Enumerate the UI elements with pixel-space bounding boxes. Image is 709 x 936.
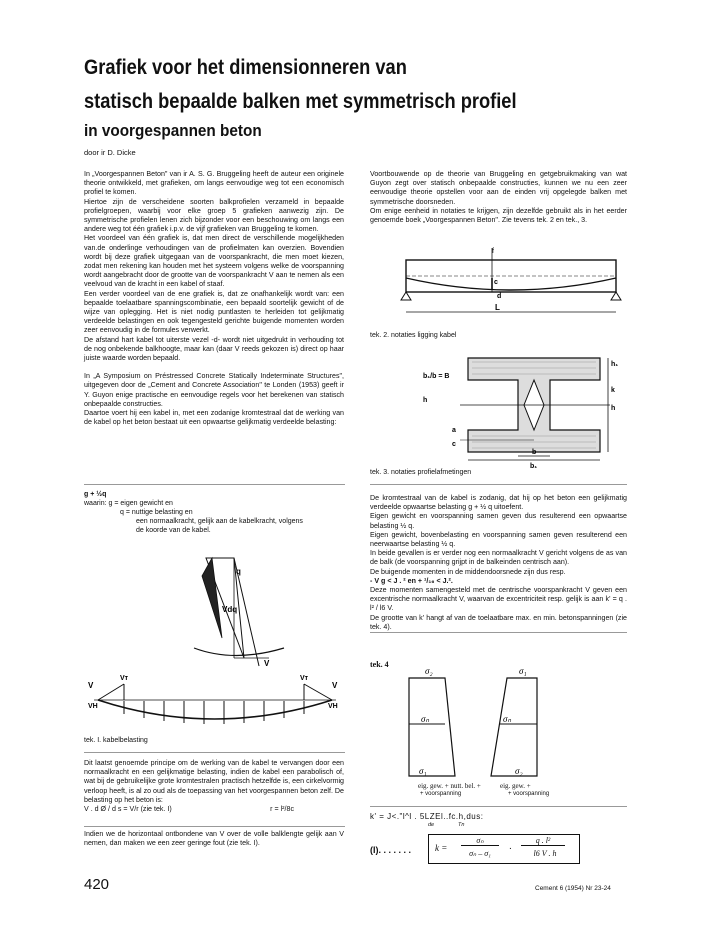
k-equation-line: k' = J<."l^l . 5LZEl..fc.h,dus: xyxy=(370,812,484,821)
formula-line4: de koorde van de kabel. xyxy=(136,527,211,534)
column-rule xyxy=(84,752,345,753)
k-formula-k: k = xyxy=(435,843,448,853)
column-rule xyxy=(370,484,627,485)
paragraph: Dit laatst genoemde principe om de werking van de kabel te vervangen door een normaalkracht en een gelijkmatige belasting, indien de kabel een parabolisch of, wat bij de gebruikelijke grote kromtestralen practisch hetzelfde is, een cirkelvormig verloop heeft, is al zo oud als de toepassing van het voorgespannen beton zelf. De belasting op het beton is: xyxy=(84,759,344,804)
figure-4-stress-diagrams xyxy=(395,668,615,788)
column-rule xyxy=(84,484,345,485)
fig3-label-b: b xyxy=(532,449,537,456)
paragraph: Eigen gewicht, bovenbelasting en voorspanning samen geven resulterend een neerwaartse belasting ½ q. xyxy=(370,530,627,549)
fig4-left-top: σ₂ xyxy=(425,668,433,676)
formula-line3: een normaalkracht, gelijk aan de kabelkracht, volgens xyxy=(136,518,303,525)
k-formula-box xyxy=(428,834,580,864)
fig4-right-sub: + voorspanning xyxy=(508,791,550,797)
fig1-label-vt-left: Vт xyxy=(120,675,129,682)
fig1-caption: tek. I. kabelbelasting xyxy=(84,737,148,744)
load-equation-left: V . d Ø / d s = V/r (zie tek. I) xyxy=(84,805,172,814)
fig3-label-h-ratio: h xyxy=(423,397,428,404)
paragraph: Eigen gewicht en voorspanning samen geven dus resulterend een opwaartse belasting ½ q. xyxy=(370,512,627,530)
fig1-label-v-left: V xyxy=(88,681,94,690)
fig1-label-vt-right: Vт xyxy=(300,675,309,682)
page-number: 420 xyxy=(84,876,110,893)
journal-reference: Cement 6 (1954) Nr 23-24 xyxy=(535,885,611,892)
fig4-right-label: eig. gew. + xyxy=(500,782,531,790)
paragraph: Het voordeel van één grafiek is, dat men direct de verschillende mogelijkheden van.de onderlinge verhoudingen van de profielmaten kan overzien. Bovendien wordt bij deze grafiek uitgegaan van de voorspankracht, die men moet kiezen, zodat men rekening kan houden met het systeem volgens welke de voorspanning wordt aangebracht door de grootte van de voorspankracht V aan te nemen als een veelvoud van de kracht in een kabel of staaf. xyxy=(84,234,344,289)
fig3-label-h1: h₁ xyxy=(611,361,619,368)
k-formula-den1: σₙ – σ₁ xyxy=(469,849,491,858)
paragraph: De kromtestraal van de kabel is zodanig, dat hij op het beton een gelijkmatig verdeelde opwaartse belasting g + ½ q uitoefent. xyxy=(370,494,627,512)
fig3-label-k: k xyxy=(611,387,615,394)
k-equation-number: (I). . . . . . . xyxy=(370,845,412,855)
paragraph: Om enige eenheid in notaties te krijgen, zijn dezelfde gebruikt als in het eerder genoemde boek „Voorgespannen Beton". Zie tevens tek. 2 en tek., 3. xyxy=(370,206,627,225)
left-column-end xyxy=(84,830,344,848)
fig1-label-vdq: Vdq xyxy=(222,605,238,614)
k-equation-sub1: de xyxy=(428,822,435,828)
paragraph: Daartoe voert hij een kabel in, met een zodanige kromtestraal dat de werking van de kabel op het beton bestaat uit een opwaartse gelijkmatig verdeelde belasting: xyxy=(84,409,344,427)
paragraph: In „Voorgespannen Beton" van ir A. S. G. Bruggeling heeft de auteur een originele theorie ontwikkeld, met grafieken, om langs eenvoudige weg tot een economisch profiel te komen. xyxy=(84,170,344,197)
paragraph: De afstand hart kabel tot uiterste vezel -d- wordt niet uitgedrukt in verhouding tot de nog onbekende balkhoogte, maar kan (daar V reeds gekozen is) direct op haar juiste waarde worden bepaald. xyxy=(84,335,344,363)
paragraph: Indien we de horizontaal ontbondene van V over de volle balklengte gelijk aan V nemen, dan maken we een zeer geringe fout (zie tek. I). xyxy=(84,830,344,848)
paragraph: Hiertoe zijn de verscheidene soorten balkprofielen verzameld in bepaalde profielgroepen, waarbij voor elke groep 5 grafieken aanwezig zijn. De symmetrische profielen lenen zich bijzonder voor een beschouwing om langs een andere weg tot één grafiek i.p.v. de vijf grafieken van Bruggeling te komen. xyxy=(84,197,344,234)
paragraph: De grootte van k' hangt af van de toelaatbare max. en min. betonspanningen (zie tek. 4). xyxy=(370,613,627,631)
fig4-left-bot: σ₁ xyxy=(419,766,427,776)
fig4-left-label: eig. gew. + nutt. bel. + xyxy=(418,782,481,790)
fig4-left-mid: σₙ xyxy=(421,714,430,724)
column-rule xyxy=(84,826,345,827)
formula-expr: g + ½q xyxy=(84,491,107,498)
fig3-label-c: c xyxy=(452,441,456,448)
fig4-left-sub: + voorspanning xyxy=(420,791,462,797)
fig2-label-c: c xyxy=(494,279,498,286)
paragraph: Deze momenten samengesteld met de centrische voorspankracht V geven een excentrische normaalkracht V, waarvan de excentriciteit resp. gelijk is aan k' = q . l² / l6 V. xyxy=(370,586,627,613)
fig3-caption: tek. 3. notaties profielafmetingen xyxy=(370,469,472,476)
figure-1-cable-load xyxy=(84,548,346,728)
k-formula-den2: l6 V . h xyxy=(533,849,557,858)
fig4-caption: tek. 4 xyxy=(370,660,389,669)
right-column-mid xyxy=(370,494,627,632)
left-column-top xyxy=(84,170,344,427)
fig1-label-vh-right: VH xyxy=(328,703,338,710)
fig2-label-l: L xyxy=(495,303,500,312)
fig4-right-bot: σ₂ xyxy=(515,766,523,776)
formula-waarin: waarin: g = eigen gewicht en xyxy=(84,500,173,507)
author: door ir D. Dicke xyxy=(84,148,136,157)
fig4-right-mid: σₙ xyxy=(503,714,512,724)
fig3-label-b-ratio: b₁/b = B xyxy=(423,373,450,380)
k-equation-sub2: Tn xyxy=(458,822,465,828)
paragraph: In „A Symposium on Préstressed Concrete Statically Indeterminate Structures", uitgegeven door de „Cement and Concrete Association" te Londen (1953) geeft ir Y. Guyon enige practische en eenvoudige regels voor het berekenen van statisch onbepaalde constructies. xyxy=(84,372,344,408)
fig1-label-v: V xyxy=(264,659,270,668)
k-formula-num2: q . l² xyxy=(521,836,565,846)
title-line-2: statisch bepaalde balken met symmetrisch profiel xyxy=(84,90,517,113)
load-equation xyxy=(84,805,294,814)
fig4-right-top: σ₁ xyxy=(519,668,527,676)
load-equation-right: r = l²/8c xyxy=(270,805,294,814)
title-line-3: in voorgespannen beton xyxy=(84,121,262,140)
fig1-label-v-right: V xyxy=(332,681,338,690)
k-formula-num1: σₙ xyxy=(461,836,499,846)
fig3-label-b1: b₁ xyxy=(530,463,538,470)
column-rule xyxy=(370,806,627,807)
formula-q: q = nuttige belasting en xyxy=(120,509,193,516)
paragraph-moments: - V g < J . ² en + ¹/₁₆ < J.². xyxy=(370,576,453,585)
figure-2-cable-position xyxy=(400,246,625,326)
paragraph: Voortbouwende op de theorie van Bruggeling en getgebruikmaking van wat Guyon zegt over statisch onbepaalde constructies, kunnen we nu een zeer eenvoudige theorie opstellen voor aan de einden vrij opgelegde balken met symmetrische doorsneden. xyxy=(370,170,627,206)
paragraph: De buigende momenten in de middendoorsnede zijn dus resp. xyxy=(370,567,566,576)
paragraph: In beide gevallen is er verder nog een normaalkracht V gericht volgens de as van de balk (de voorspanning grijpt in de balkeinden centrisch aan). xyxy=(370,549,627,567)
fig3-label-a: a xyxy=(452,427,456,434)
title-line-1: Grafiek voor het dimensionneren van xyxy=(84,56,407,79)
column-rule xyxy=(370,632,627,633)
fig2-label-f: f xyxy=(492,248,494,255)
fig1-label-q: q xyxy=(236,567,241,576)
formula-block xyxy=(84,490,344,535)
right-column-top xyxy=(370,170,627,225)
fig2-caption: tek. 2. notaties ligging kabel xyxy=(370,332,457,339)
paragraph: Een verder voordeel van de ene grafiek is, dat ze onafhankelijk wordt van: een bepaalde toelaatbare spanningscombinatie, een bepaald soortelijk gewicht of de wijze van oplegging. Het is niet nodig puntlasten te herleiden tot gelijkmatig verdeelde belastingen en ook tegengesteld gerichte buigende momenten worden zeer eenvoudig in de formules verwerkt. xyxy=(84,289,344,335)
figure-3-profile-dimensions xyxy=(420,352,630,470)
k-formula-dot: . xyxy=(509,841,512,852)
fig3-label-h: h xyxy=(611,405,616,412)
fig1-label-vh-left: VH xyxy=(88,703,98,710)
fig2-label-d: d xyxy=(497,293,502,300)
left-column-bottom xyxy=(84,759,344,814)
